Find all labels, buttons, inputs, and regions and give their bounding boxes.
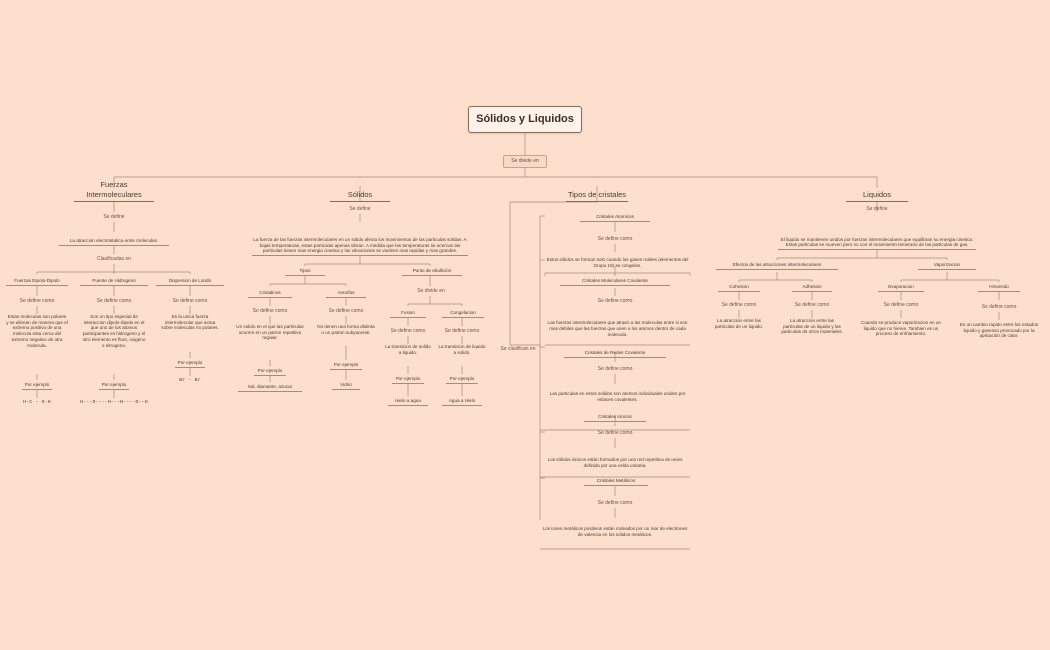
liquidos-hirviendo-conn: Se define como bbox=[981, 303, 1017, 310]
liquidos-adhesion-conn: Se define como bbox=[794, 301, 830, 308]
branch-solidos[interactable]: Sólidos bbox=[330, 180, 390, 202]
cristales-moleculares-covalente[interactable]: Cristales Moleculares Covalente bbox=[560, 276, 670, 286]
solidos-punto-conn: Se divide en bbox=[417, 287, 445, 294]
solidos-subgroup-punto-ebullicion[interactable]: Punto de ebullición bbox=[402, 266, 462, 276]
fuerzas-item-2-example: Br - Br bbox=[179, 378, 201, 383]
liquidos-conn-se-define: Se define bbox=[866, 205, 888, 212]
fuerzas-item-puente-hidrogeno[interactable]: Puente de Hidrogeno bbox=[80, 274, 148, 286]
solidos-cristalinos-example-label: Por ejemplo bbox=[254, 366, 286, 376]
fuerzas-conn-clasificadas: Clasificadas en bbox=[97, 255, 131, 262]
root-connector-label: Se divide en bbox=[503, 155, 547, 168]
solidos-congelacion[interactable]: Congelacion bbox=[442, 306, 484, 318]
fuerzas-definition: La atraccion electrostatica entre moleculas. bbox=[59, 232, 169, 246]
liquidos-adhesion[interactable]: Adhesion bbox=[792, 282, 832, 292]
fuerzas-conn-se-define: Se define bbox=[103, 213, 125, 220]
liquidos-hirviendo[interactable]: Hirviendo bbox=[978, 282, 1020, 292]
liquidos-definition: El liquido se mantienen unidos por fuerzas intermoleculares que equilibran su energia cinetica. Estas particulas se mueven pero no con el movimiento temerario de las particulas de gas. bbox=[778, 222, 976, 250]
fuerzas-item-1-text: Son un tipo especial de interaccion dipolo-dipolo en el que uno de los atomos participantes es hidrogeno y el otro elemento es fluor, oxigeno o nitrogeno. bbox=[82, 314, 146, 348]
cristales-ionicos-conn: Se define como bbox=[597, 429, 633, 436]
cristales-ionicos[interactable]: Cristales Ionicos bbox=[584, 412, 646, 422]
cristales-metalicos[interactable]: Cristales Metálicos bbox=[584, 476, 648, 486]
cristales-atomicos-text: Estos sólidos se forman solo cuando los gases nobles (elementos del Grupo 18) se congelan. bbox=[546, 257, 689, 268]
liquidos-cohesion-text: La atraccion entre las particulas de un liquido. bbox=[714, 318, 764, 329]
solidos-congelacion-example: Agua a Hielo bbox=[442, 396, 482, 406]
cristales-redes-conn: Se define como bbox=[597, 365, 633, 372]
solidos-congelacion-example-label: Por ejemplo bbox=[446, 374, 478, 384]
cristales-moleculares-text: Las fuerzas intermoleculares que atraen a las moleculas entre si son mas debiles que las fuerzas que unen a los atomos dentro de cada molecula. bbox=[547, 320, 688, 337]
liquidos-cohesion-conn: Se define como bbox=[721, 301, 757, 308]
liquidos-evaporacion-conn: Se define como bbox=[883, 301, 919, 308]
solidos-cristalinos-text: Un solido en el que las particulas ocurren en un patron repetitivo regular. bbox=[236, 324, 304, 341]
liquidos-adhesion-text: La atraccion entre las particulas de un liquido y las particulas de otros materiales. bbox=[781, 318, 843, 335]
solidos-fusion-conn: Se define como bbox=[390, 327, 426, 334]
branch-liquidos[interactable]: Liquidos bbox=[846, 180, 908, 202]
solidos-fusion-text: La transicion de solido a liquido. bbox=[385, 344, 431, 355]
solidos-fusion[interactable]: Fusion bbox=[390, 306, 426, 318]
liquidos-subgroup-efectos[interactable]: Efectos de las atracciones intermoleculares bbox=[716, 260, 838, 270]
fuerzas-item-1-example-label: Por ejemplo bbox=[99, 380, 129, 390]
cristales-metalicos-text: Los iones metálicos positivos están rodeados por un mar de electrones de valencia en los sólidos metálicos. bbox=[542, 526, 688, 537]
solidos-amorfos-example-label: Por ejemplo bbox=[330, 360, 362, 370]
solidos-conn-se-define: Se define bbox=[349, 205, 371, 212]
root-node[interactable]: Sólidos y Liquidos bbox=[468, 106, 582, 133]
branch-fuerzas-intermoleculares[interactable]: Fuerzas Intermoleculares bbox=[74, 180, 154, 202]
fuerzas-item-dispersion-londo[interactable]: Dispersion de Londo bbox=[156, 274, 224, 286]
fuerzas-item-2-example-label: Por ejemplo bbox=[175, 358, 205, 368]
cristales-moleculares-conn: Se define como bbox=[597, 297, 633, 304]
solidos-amorfos-conn: Se define como bbox=[328, 307, 364, 314]
fuerzas-item-1-example: H---O----H---N----O--H bbox=[80, 400, 148, 405]
cristales-atomicos-conn: Se define como bbox=[597, 235, 633, 242]
solidos-amorfos-example: Vidrio bbox=[332, 380, 360, 390]
cristales-atomicos[interactable]: Cristales Atomicos bbox=[580, 212, 650, 222]
liquidos-hirviendo-text: Es un cambio rapido entre los estados liquido y gaseoso provocado por la aplicación de calor. bbox=[959, 322, 1039, 339]
fuerzas-item-2-text: Es la unica fuerza intermolecular que actua sobre moleculas no polares. bbox=[161, 314, 219, 331]
liquidos-evaporacion-text: Cuando se produce vaporizacion en un liquido que no hierve. Tambien es un proceso de enfriamiento. bbox=[861, 320, 941, 337]
liquidos-cohesion[interactable]: Cohesion bbox=[718, 282, 760, 292]
fuerzas-item-0-example: H-C - O-H bbox=[23, 400, 51, 405]
fuerzas-item-0-conn: Se define como bbox=[19, 297, 55, 304]
branch-tipos-cristales[interactable]: Tipos de cristales bbox=[566, 178, 628, 202]
fuerzas-item-dipolo-dipolo[interactable]: Fuerzas Dipolo-Dipolo bbox=[6, 274, 68, 286]
fuerzas-item-0-example-label: Por ejemplo bbox=[22, 380, 52, 390]
solidos-fusion-example: Hielo a agua bbox=[388, 396, 428, 406]
solidos-tipos-cristalinos[interactable]: Cristalinos bbox=[248, 286, 292, 298]
solidos-tipos-amorfos[interactable]: Amorfos bbox=[326, 286, 366, 298]
fuerzas-item-0-text: Estas moleculas son polares y se alinean de manera que el extremo positivo de una molecula esta cerca del extremo negativo de otra molecula. bbox=[6, 314, 68, 348]
solidos-fusion-example-label: Por ejemplo bbox=[392, 374, 424, 384]
solidos-cristalinos-example: Sal, diamante, azucar bbox=[238, 382, 302, 392]
fuerzas-item-2-conn: Se define como bbox=[172, 297, 208, 304]
liquidos-subgroup-vaporizacion[interactable]: Vaporizacion bbox=[918, 260, 976, 270]
liquidos-evaporacion[interactable]: Evaporacion bbox=[878, 282, 924, 292]
fuerzas-item-1-conn: Se define como bbox=[96, 297, 132, 304]
cristales-conn-clasifican: Se clasifican en bbox=[500, 345, 536, 352]
solidos-amorfos-text: No tienen una forma distinta o un patron subyacente. bbox=[317, 324, 375, 335]
solidos-subgroup-tipos[interactable]: Tipos bbox=[285, 266, 325, 276]
solidos-congelacion-text: La transicion de liquido a solido. bbox=[438, 344, 486, 355]
solidos-congelacion-conn: Se define como bbox=[444, 327, 480, 334]
cristales-redes-text: Las particulas en estos solidos son atomos individuales unidos por enlaces covalentes. bbox=[549, 391, 686, 402]
cristales-redes-covalente[interactable]: Cristales de Redes Covalente bbox=[564, 348, 666, 358]
solidos-cristalinos-conn: Se define como bbox=[252, 307, 288, 314]
cristales-ionicos-text: Los sólidos iónicos están formados por una red repetitiva de iones definida por una celda unitaria. bbox=[547, 457, 683, 468]
cristales-metalicos-conn: Se define como bbox=[597, 499, 633, 506]
solidos-definition: La fuerza de las fuerzas intermoleculares en un solido afecta los movimientos de las particulas solidas. A bajas temperaturas, estas particulas apenas vibran. A medida que las temperaturas se acercan las particulas tienen mas energia cinetica y las vibraciones se vuelven mas rapidas y mas grandes. bbox=[252, 222, 468, 256]
